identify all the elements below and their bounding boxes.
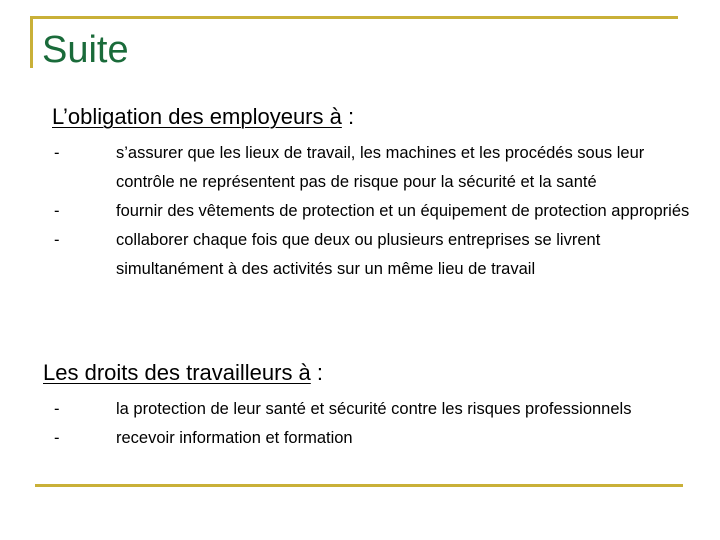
- list-item: [0, 226, 720, 284]
- dash-bullet: -: [54, 144, 60, 162]
- section-heading-workers: [43, 360, 323, 386]
- dash-bullet: -: [54, 202, 60, 220]
- slide-title: Suite: [42, 29, 129, 71]
- section-heading-employers: [52, 104, 354, 130]
- section-heading-workers-suffix: :: [310, 360, 324, 385]
- list-item: [0, 197, 720, 226]
- list-item-text: collaborer chaque fois que deux ou plusieurs entreprises se livrent simultanément à des activités sur un même lieu de travail: [116, 231, 601, 278]
- section-heading-employers-suffix: :: [341, 104, 355, 129]
- employer-obligations-list: [0, 139, 720, 284]
- section-heading-employers-underlined: L’obligation des employeurs à: [52, 104, 342, 129]
- left-rule-line: [30, 16, 33, 68]
- top-rule-line: [30, 16, 678, 19]
- list-item: [0, 424, 720, 453]
- list-item-text: s’assurer que les lieux de travail, les machines et les procédés sous leur contrôle ne représentent pas de risque pour la sécurité et la santé: [116, 144, 645, 191]
- dash-bullet: -: [54, 231, 60, 249]
- dash-bullet: -: [54, 400, 60, 418]
- dash-bullet: -: [54, 429, 60, 447]
- list-item: [0, 139, 720, 197]
- list-item-text: recevoir information et formation: [116, 429, 353, 447]
- section-heading-workers-underlined: Les droits des travailleurs à: [43, 360, 311, 385]
- worker-rights-list: [0, 395, 720, 453]
- list-item: [0, 395, 720, 424]
- list-item-text: fournir des vêtements de protection et un équipement de protection appropriés: [116, 202, 690, 220]
- list-item-text: la protection de leur santé et sécurité contre les risques professionnels: [116, 400, 632, 418]
- bottom-rule-line: [35, 484, 683, 487]
